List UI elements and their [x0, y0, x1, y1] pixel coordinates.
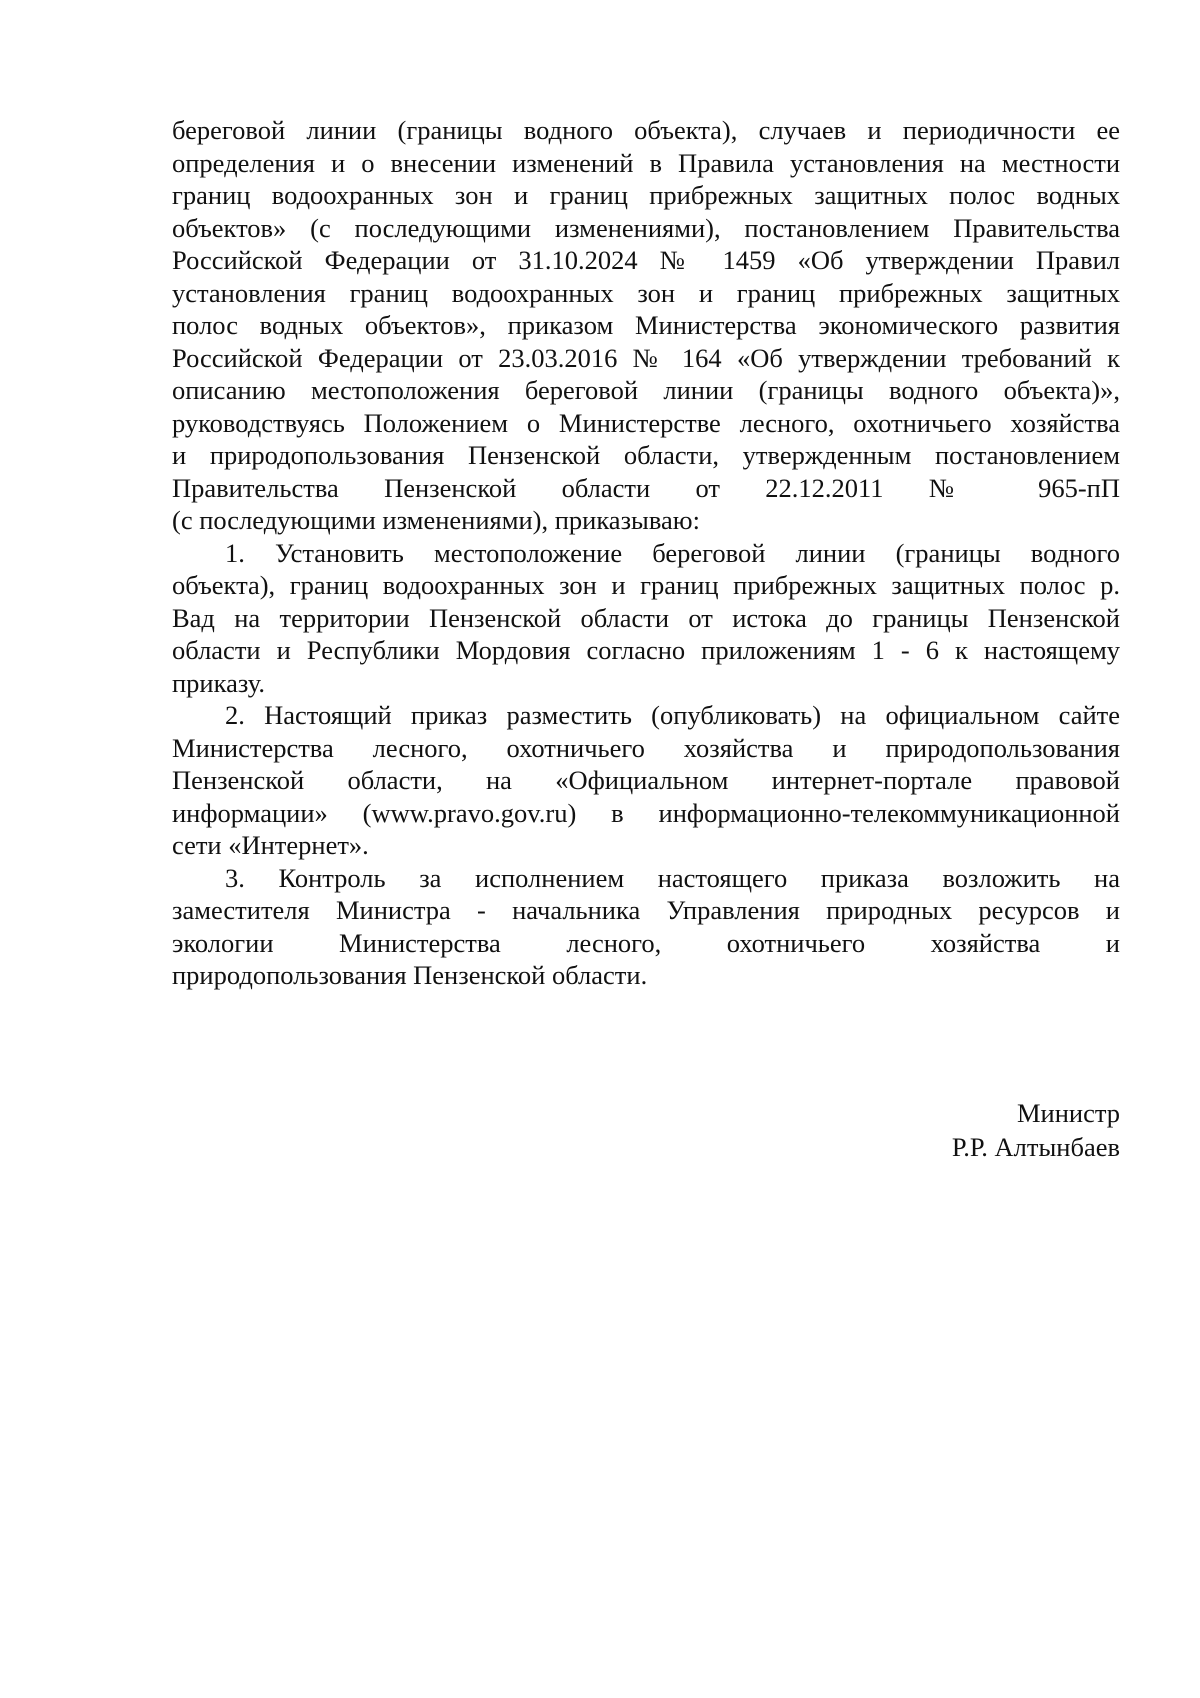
- text-line: установления границ водоохранных зон и границ прибрежных защитных: [172, 277, 1120, 308]
- item-1-paragraph: [172, 537, 1120, 700]
- text-line: сети «Интернет».: [172, 830, 369, 860]
- item-3-paragraph: [172, 862, 1120, 992]
- signature-block: [952, 1096, 1120, 1164]
- text-line: береговой линии (границы водного объекта), случаев и периодичности ее: [172, 115, 1120, 145]
- intro-paragraph: [172, 114, 1120, 537]
- text-line: Министерства лесного, охотничьего хозяйства и природопользования: [172, 732, 1120, 763]
- signatory-position: Министр: [1016, 1098, 1120, 1128]
- document-body: [172, 114, 1120, 992]
- text-line: Российской Федерации от 31.10.2024 № 1459 «Об утверждении Правил: [172, 245, 1120, 275]
- text-line: Вад на территории Пензенской области от истока до границы Пензенской: [172, 602, 1120, 633]
- text-line: Правительства Пензенской области от 22.12.2011 № 965-пП: [172, 472, 1120, 503]
- text-line: 3. Контроль за исполнением настоящего приказа возложить на: [225, 862, 1120, 893]
- text-line: экологии Министерства лесного, охотничьего хозяйства и: [172, 927, 1120, 958]
- text-line: области и Республики Мордовия согласно приложениям 1 - 6 к настоящему: [172, 635, 1120, 665]
- text-line: объекта), границ водоохранных зон и границ прибрежных защитных полос р.: [172, 570, 1120, 600]
- text-line: руководствуясь Положением о Министерстве лесного, охотничьего хозяйства: [172, 407, 1120, 438]
- text-line: заместителя Министра - начальника Управления природных ресурсов и: [172, 895, 1120, 925]
- text-line: описанию местоположения береговой линии (границы водного объекта)»,: [172, 375, 1120, 405]
- text-line: информации» (www.pravo.gov.ru) в информационно-телекоммуникационной: [172, 797, 1120, 828]
- text-line: (с последующими изменениями), приказываю:: [172, 505, 700, 535]
- text-line: природопользования Пензенской области.: [172, 960, 648, 990]
- signatory-name: Р.Р. Алтынбаев: [951, 1132, 1120, 1162]
- text-line: Пензенской области, на «Официальном интернет-портале правовой: [172, 765, 1120, 795]
- text-line: полос водных объектов», приказом Министерства экономического развития: [172, 310, 1120, 340]
- text-line: объектов» (с последующими изменениями), постановлением Правительства: [172, 212, 1120, 243]
- text-line: границ водоохранных зон и границ прибрежных защитных полос водных: [172, 180, 1120, 210]
- item-2-paragraph: [172, 699, 1120, 862]
- text-line: Российской Федерации от 23.03.2016 № 164 «Об утверждении требований к: [172, 342, 1120, 373]
- text-line: приказу.: [172, 667, 265, 698]
- text-line: 2. Настоящий приказ разместить (опубликовать) на официальном сайте: [225, 700, 1120, 730]
- text-line: и природопользования Пензенской области, утвержденным постановлением: [172, 440, 1120, 470]
- text-line: определения и о внесении изменений в Правила установления на местности: [172, 147, 1120, 178]
- text-line: 1. Установить местоположение береговой линии (границы водного: [225, 537, 1120, 568]
